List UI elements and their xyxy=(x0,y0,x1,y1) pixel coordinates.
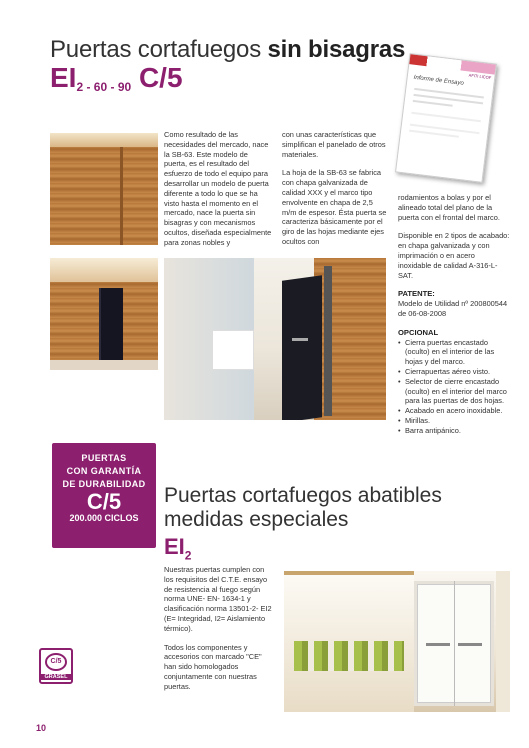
badge-line-1: PUERTAS xyxy=(81,453,127,463)
badge-line-3: DE DURABILIDAD xyxy=(62,479,146,489)
list-item: • Cierra puertas encastado (oculto) en el interior de las hojas y del marco. xyxy=(398,338,510,367)
list-item: • Cierrapuertas aéreo visto. xyxy=(398,367,510,377)
col2-paragraph-2: La hoja de la SB-63 se fabrica con chapa galvanizada de calidad XXX y el marco tipo envolvente en chapa de 2,5 m/m de espesor. Ésta puerta se caracteriza básicamente por el giro de las hojas mediante ejes ocultos con xyxy=(282,168,387,246)
title-normal: Puertas cortafuegos xyxy=(50,36,268,63)
page-title xyxy=(50,36,405,64)
badge-class: C/5 xyxy=(86,489,122,514)
text-column-4 xyxy=(164,565,274,701)
rating-sub: 2 - 60 - 90 xyxy=(76,80,132,94)
photo-open-door-hall xyxy=(164,258,386,420)
logo-mark: C/5 xyxy=(45,653,67,671)
col2-paragraph-1: con unas características que simplifican el panelado de otros materiales. xyxy=(282,130,386,159)
list-item: • Acabado en acero inoxidable. xyxy=(398,406,510,416)
section-title: Puertas cortafuegos abatibles medidas especiales xyxy=(164,484,442,531)
col3-paragraph-2: Disponible en 2 tipos de acabado: en chapa galvanizada y con imprimación o en acero inoxidable de calidad A-316-L-SAT. xyxy=(398,231,510,280)
report-title: Informe de Ensayo xyxy=(413,74,465,87)
grasel-logo xyxy=(39,648,73,684)
durability-badge xyxy=(52,443,156,548)
rating2-sub: 2 xyxy=(184,548,192,563)
patent-label: PATENTE: xyxy=(398,289,435,299)
text-column-1 xyxy=(164,130,272,257)
logo-text: GRASEL xyxy=(41,674,71,680)
rating-main: EI xyxy=(50,62,77,93)
list-item: • Mirillas. xyxy=(398,416,510,426)
title-bold: sin bisagras xyxy=(267,36,406,63)
intro-paragraph: Como resultado de las necesidades del mercado, nace la SB-63. Este modelo de puerta, es el resultado del esfuerzo de todo el equipo para desarrollar un modelo de puerta diferente a todo lo que se ha visto hasta el momento en el mercado, nace la puerta sin bisagras y con mecanismos ocultos, diseñada especialmente para zonas nobles y xyxy=(164,130,272,247)
list-item: • Barra antipánico. xyxy=(398,426,510,436)
text-column-2 xyxy=(282,130,388,256)
optional-label: OPCIONAL xyxy=(398,327,439,337)
badge-line-2: CON GARANTÍA xyxy=(66,466,142,476)
fire-rating xyxy=(50,62,183,94)
rating2-main: EI xyxy=(164,534,185,559)
fire-rating-2 xyxy=(164,534,191,562)
page-number: 10 xyxy=(36,723,47,733)
rating-class: C/5 xyxy=(131,62,183,93)
test-report-image xyxy=(395,53,497,183)
text-column-3 xyxy=(398,193,510,436)
optional-list xyxy=(398,338,510,436)
col3-paragraph-1: rodamientos a bolas y por el alineado total del plano de la puerta con el frontal del marco. xyxy=(398,193,500,222)
report-logo: AFITI LICOF xyxy=(468,72,492,81)
compliance-paragraph: Nuestras puertas cumplen con los requisitos del C.T.E. ensayo de resistencia al fuego según norma UNE- EN- 1634-1 y clasificación norma 13501-2- EI2 (E= Integridad, I2= Aislamiento térmico). xyxy=(164,565,272,633)
photo-dark-door xyxy=(50,258,158,370)
badge-cycles: 200.000 CICLOS xyxy=(69,513,139,523)
ce-paragraph: Todos los componentes y accesorios con marcado "CE" han sido homologados conjuntamente con nuestras puertas. xyxy=(164,642,262,691)
photo-cafeteria-door xyxy=(284,571,510,712)
patent-text: Modelo de Utilidad nº 200800544 de 06-08-2008 xyxy=(398,299,508,318)
list-item: • Selector de cierre encastado (oculto) en el interior del marco para las puertas de dos hojas. xyxy=(398,377,510,406)
photo-wood-wall xyxy=(50,133,158,245)
